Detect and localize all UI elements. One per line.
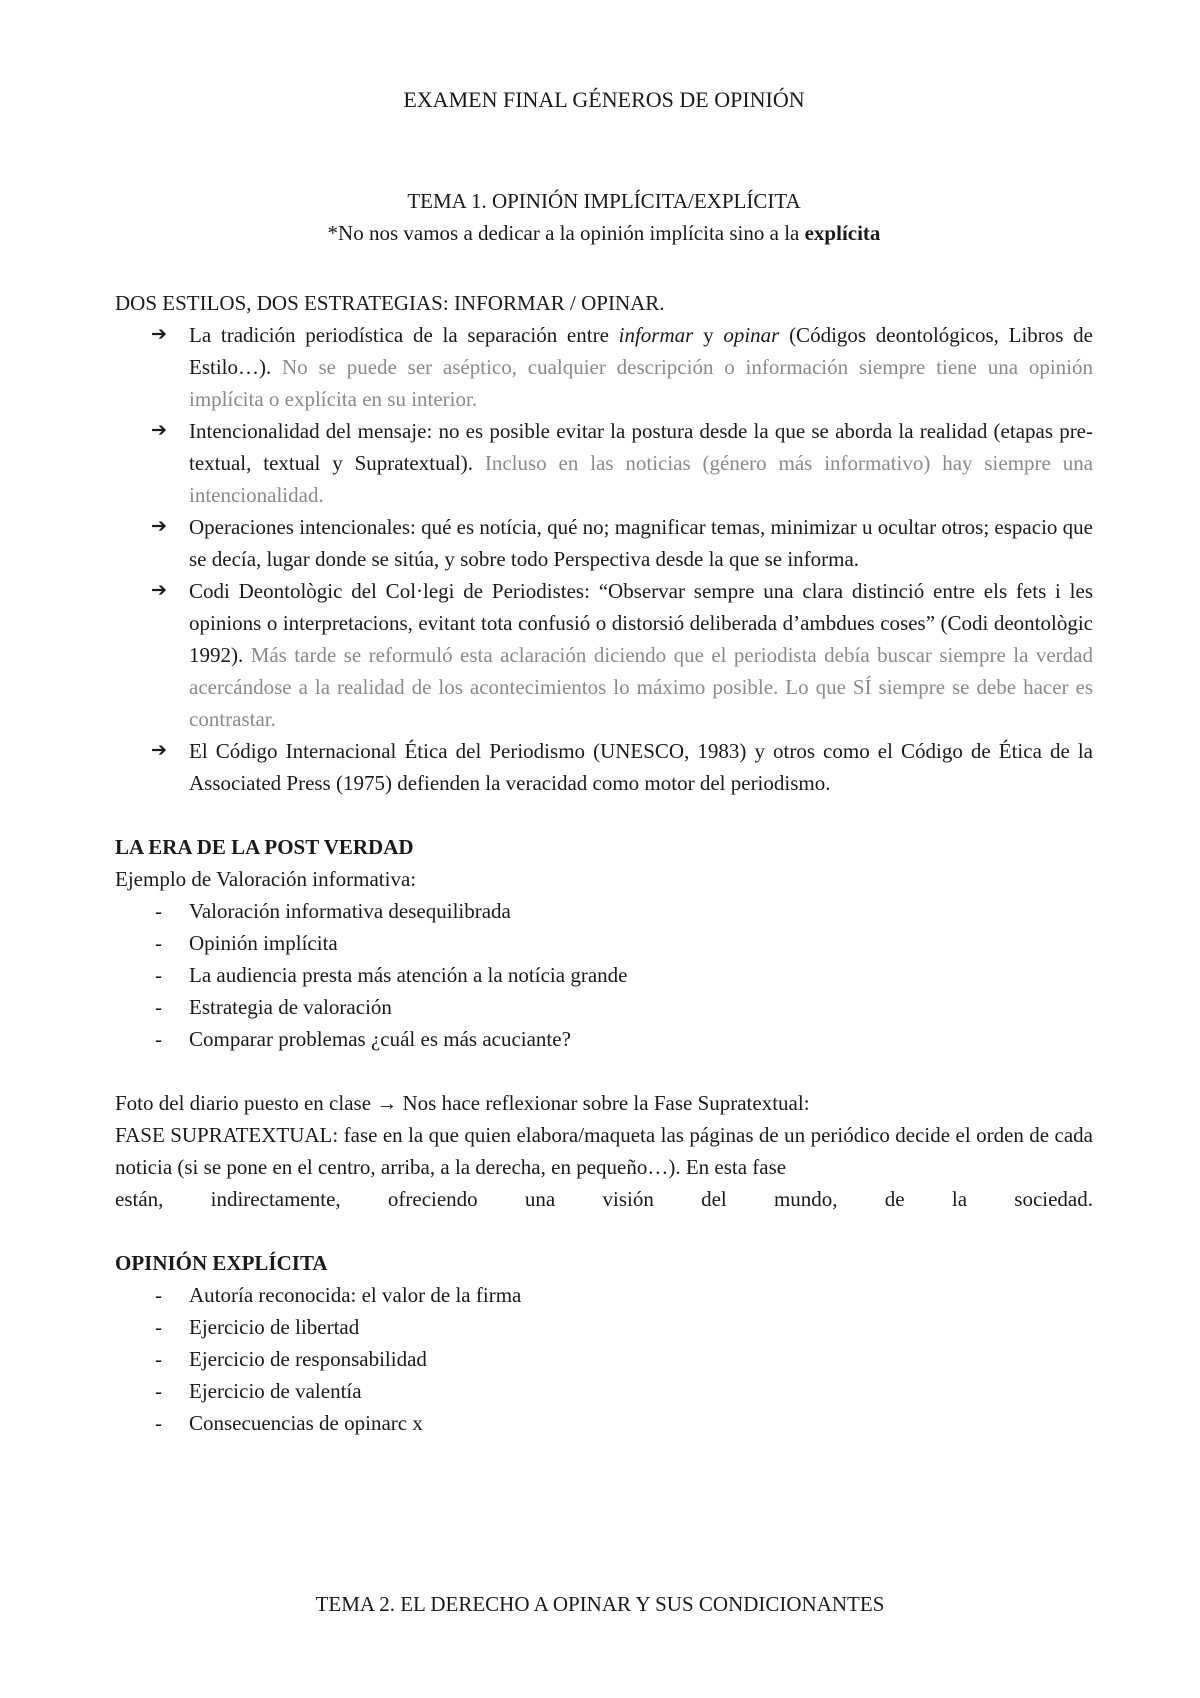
arrow-bullet-icon: ➔ bbox=[151, 324, 167, 345]
arrow-bullet-icon: ➔ bbox=[151, 740, 167, 761]
section2-heading: LA ERA DE LA POST VERDAD bbox=[115, 835, 414, 859]
item-text: La audiencia presta más atención a la notícia grande bbox=[189, 963, 628, 987]
dash-bullet: - bbox=[155, 1283, 162, 1307]
list-item bbox=[115, 319, 1093, 415]
section2-intro: Ejemplo de Valoración informativa: bbox=[115, 867, 417, 891]
list-item bbox=[115, 735, 1093, 799]
list-item bbox=[115, 415, 1093, 511]
list-item bbox=[115, 991, 1093, 1023]
item-grey-text: No se puede ser aséptico, cualquier descripción o información siempre tiene una opinión implícita o explícita en su interior. bbox=[189, 355, 1094, 411]
item-text: La tradición periodística de la separación entre bbox=[189, 323, 619, 347]
item-grey-text: Incluso en las noticias (género más informativo) hay siempre una intencionalidad. bbox=[189, 451, 1094, 507]
dash-bullet: - bbox=[155, 1411, 162, 1435]
list-item bbox=[115, 1279, 1093, 1311]
item-text: El Código Internacional Ética del Periodismo (UNESCO, 1983) y otros como el Código de Ética de la Associated Press (1975) defienden la veracidad como motor del periodismo. bbox=[189, 739, 1093, 795]
tema1-note-bold: explícita bbox=[804, 221, 881, 245]
item-text: Valoración informativa desequilibrada bbox=[189, 899, 511, 923]
arrow-bullet-icon: ➔ bbox=[151, 420, 167, 441]
item-italic: opinar bbox=[723, 323, 780, 347]
item-text: Ejercicio de valentía bbox=[189, 1379, 362, 1403]
list-item bbox=[115, 511, 1093, 575]
list-item bbox=[115, 927, 1093, 959]
list-item bbox=[115, 575, 1093, 735]
fase-paragraph: FASE SUPRATEXTUAL: fase en la que quien elabora/maqueta las páginas de un periódico decide el orden de cada noticia (si se pone en el centro, arriba, a la derecha, en pequeño…). En esta fase bbox=[115, 1123, 1093, 1179]
item-text: Intencionalidad del mensaje: no es posible evitar la postura desde la que se aborda la realidad (etapas pre-textual, textual y Supratextual). bbox=[189, 419, 1093, 475]
dash-bullet: - bbox=[155, 1027, 162, 1051]
section3-list bbox=[115, 1279, 1093, 1439]
item-text: Consecuencias de opinarc x bbox=[189, 1411, 423, 1435]
arrow-bullet-icon: ➔ bbox=[151, 580, 167, 601]
dash-bullet: - bbox=[155, 1379, 162, 1403]
item-text: Codi Deontològic del Col·legi de Periodistes: “Observar sempre una clara distinció entre els fets i les opinions o interpretacions, evitant tota confusió o distorsió deliberada d’ambdues coses” (Codi deontològic 1992). bbox=[189, 579, 1093, 667]
fase-last-line: están, indirectamente, ofreciendo una visión del mundo, de la sociedad. bbox=[115, 1187, 1093, 1211]
item-text: Estrategia de valoración bbox=[189, 995, 392, 1019]
section2-list bbox=[115, 895, 1093, 1055]
tema1-heading: TEMA 1. OPINIÓN IMPLÍCITA/EXPLÍCITA bbox=[407, 189, 801, 213]
dash-bullet: - bbox=[155, 899, 162, 923]
dash-bullet: - bbox=[155, 931, 162, 955]
footer-heading: TEMA 2. EL DERECHO A OPINAR Y SUS CONDICIONANTES bbox=[315, 1592, 885, 1616]
list-item bbox=[115, 1343, 1093, 1375]
dash-bullet: - bbox=[155, 1347, 162, 1371]
photo-line: Foto del diario puesto en clase → Nos hace reflexionar sobre la Fase Supratextual: bbox=[115, 1091, 810, 1115]
tema1-note bbox=[115, 217, 1093, 249]
tema1-note-text: *No nos vamos a dedicar a la opinión implícita sino a la bbox=[327, 221, 805, 245]
list-item bbox=[115, 1023, 1093, 1055]
item-text: Comparar problemas ¿cuál es más acuciante? bbox=[189, 1027, 571, 1051]
item-text: (Códigos deontológicos, Libros de Estilo…). bbox=[189, 323, 1093, 379]
list-item bbox=[115, 1375, 1093, 1407]
dash-bullet: - bbox=[155, 995, 162, 1019]
item-grey-text: Más tarde se reformuló esta aclaración diciendo que el periodista debía buscar siempre la verdad acercándose a la realidad de los acontecimientos lo máximo posible. Lo que SÍ siempre se debe hacer es contrastar. bbox=[189, 643, 1093, 731]
section1-heading: DOS ESTILOS, DOS ESTRATEGIAS: INFORMAR / OPINAR. bbox=[115, 291, 665, 315]
list-item bbox=[115, 959, 1093, 991]
item-text: Opinión implícita bbox=[189, 931, 338, 955]
list-item bbox=[115, 1311, 1093, 1343]
list-item bbox=[115, 895, 1093, 927]
list-item bbox=[115, 1407, 1093, 1439]
item-text: Ejercicio de responsabilidad bbox=[189, 1347, 427, 1371]
document-content bbox=[115, 84, 1093, 1439]
item-text: y bbox=[693, 323, 724, 347]
item-italic: informar bbox=[618, 323, 694, 347]
document-title: EXAMEN FINAL GÉNEROS DE OPINIÓN bbox=[403, 87, 805, 112]
section1-list bbox=[115, 319, 1093, 799]
dash-bullet: - bbox=[155, 1315, 162, 1339]
section3-heading: OPINIÓN EXPLÍCITA bbox=[115, 1251, 328, 1275]
item-text: Operaciones intencionales: qué es notícia, qué no; magnificar temas, minimizar u ocultar otros; espacio que se decía, lugar donde se sitúa, y sobre todo Perspectiva desde la que se informa. bbox=[189, 515, 1093, 571]
arrow-bullet-icon: ➔ bbox=[151, 516, 167, 537]
item-text: Ejercicio de libertad bbox=[189, 1315, 360, 1339]
item-text: Autoría reconocida: el valor de la firma bbox=[189, 1283, 522, 1307]
dash-bullet: - bbox=[155, 963, 162, 987]
